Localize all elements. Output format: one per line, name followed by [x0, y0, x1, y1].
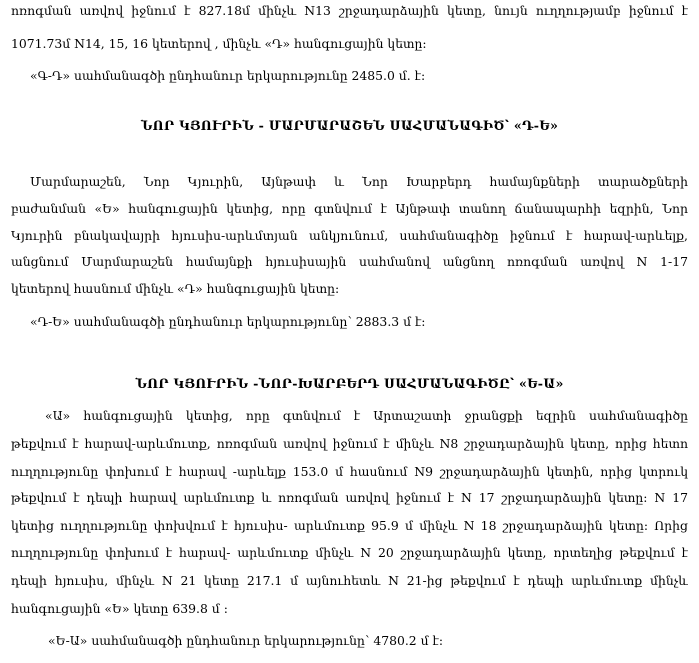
- text-line: թեքվում է դեպի հարավ արևմուտք և ոռոգման առվով իջնում է N 17 շրջադարձային կետը: N 17: [11, 490, 688, 505]
- text-line: թեքվում է հարավ-արևմուտք, ոռոգման առվով իջնում է մինչև N8 շրջադարձային կետը, որից հետո: [11, 436, 688, 451]
- text-line: «Ա» հանգուցային կետից, որը գտնվում է Արտաշատի ջրանցքի եզրին սահմանագիծը: [45, 408, 688, 423]
- text-line: կետերով հասնում մինչև «Դ» հանգուցային կետը:: [11, 281, 340, 296]
- section-heading: ՆՈՐ ԿՅՈՒՐԻՆ -ՆՈՐ-ԽԱՐԲԵՐԴ ՍԱՀՄԱՆԱԳԻԾԸ՝ «Ե-Ա»: [135, 376, 564, 391]
- text-line: Կյուրին բնակավայրի հյուսիս-արևմտյան անկյունում, սահմանագիծը իջնում է հարավ-արևելք,: [11, 228, 688, 243]
- text-line: 1071.73մ N14, 15, 16 կետերով , մինչև «Դ» հանգուցային կետը:: [11, 36, 427, 51]
- text-line: Մարմարաշեն, Նոր Կյուրին, Այնթափ և Նոր Խարբերդ համայնքների տարածքների: [30, 174, 688, 189]
- text-line: անցնում Մարմարաշեն համայնքի հյուսիսային սահմանով անցնող ոռոգման առվով N 1-17: [11, 254, 688, 269]
- section-heading: ՆՈՐ ԿՅՈՒՐԻՆ - ՄԱՐՄԱՐԱՇԵՆ ՍԱՀՄԱՆԱԳԻԾ՝ «Դ-Ե»: [140, 118, 559, 133]
- text-line: կետից ուղղությունը փոխվում է հյուսիս- արևմուտք 95.9 մ մինչև N 18 շրջադարձային կետը: Որից: [11, 518, 688, 533]
- text-line: ուղղությունը փոխում է հարավ -արևելք 153.0 մ հասնում N9 շրջադարձային կետին, որից կտրուկ: [11, 464, 688, 479]
- summary-line: «Դ-Ե» սահմանագծի ընդհանուր երկարությունը՝ 2883.3 մ է:: [30, 314, 426, 329]
- text-line: դեպի հյուսիս, մինչև N 21 կետը 217.1 մ այնուհետև N 21-ից թեքվում է դեպի արևմուտք մինչև: [11, 573, 688, 588]
- summary-line: «Ե-Ա» սահմանագծի ընդհանուր երկարությունը՝ 4780.2 մ է:: [48, 633, 444, 648]
- text-line: ոռոգման առվով իջնում է 827.18մ մինչև N13 շրջադարձային կետը, նույն ուղղությամբ իջնում է: [11, 3, 688, 18]
- summary-line: «Գ-Դ» սահմանագծի ընդհանուր երկարությունը 2485.0 մ. է:: [30, 68, 426, 83]
- text-line: բաժանման «Ե» հանգուցային կետից, որը գտնվում է Այնթափ տանող ճանապարհի եզրին, Նոր: [11, 201, 688, 216]
- text-line: ուղղությունը փոխում է հարավ- արևմուտք մինչև N 20 շրջադարձային կետը, որտեղից թեքվում է: [11, 545, 688, 560]
- text-line: հանգուցային «Ե» կետը 639.8 մ :: [11, 601, 228, 616]
